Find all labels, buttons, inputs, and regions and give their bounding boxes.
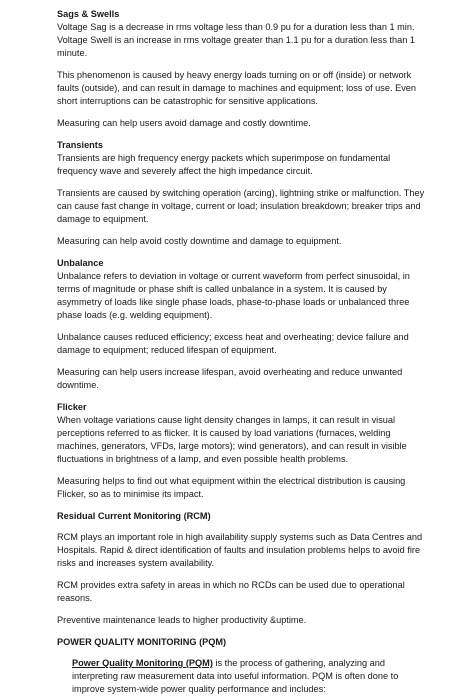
paragraph: RCM plays an important role in high availability supply systems such as Data Centres and Hospitals. Rapid & direct identification of faults and insulation problems helps to avoid fire risks and increases system availability. [57,532,423,568]
pqm-paragraph [72,657,433,696]
paragraph: This phenomenon is caused by heavy energy loads turning on or off (inside) or network faults (outside), and can result in damage to machines and equipment; loss of use. Even short interruptions can be catastrophic for sensitive applications. [57,70,417,106]
paragraph: Unbalance causes reduced efficiency; excess heat and overheating; device failure and damage to equipment; reduced lifespan of equipment. [57,332,409,355]
paragraph: Transients are high frequency energy packets which superimpose on fundamental frequency wave and severely affect the high impedance circuit. [57,153,391,176]
paragraph: Unbalance refers to deviation in voltage or current waveform from perfect sinusoidal, in terms of magnitude or phase shift is called unbalance in a system. It is caused by asymmetry of loads like single phase loads, phase-to-phase loads or unbalanced three phase loads (e.g. welding equipment). [57,271,410,320]
paragraph: Voltage Sag is a decrease in rms voltage less than 0.9 pu for a duration less than 1 min. Voltage Swell is an increase in rms voltage greater than 1.1 pu for a duration less than 1 minute. [57,22,416,58]
heading-unbalance: Unbalance [57,258,104,268]
heading-rcm: Residual Current Monitoring (RCM) [57,511,211,521]
paragraph: Preventive maintenance leads to higher productivity &uptime. [57,615,307,625]
pqm-body: is the process of gathering, analyzing and interpreting raw measurement data into useful information. PQM is often done to improve system-wide power quality performance and includes: [72,658,399,694]
pqm-term: Power Quality Monitoring (PQM) [72,658,213,668]
paragraph: Measuring can help users increase lifespan, avoid overheating and reduce unwanted downtime. [57,367,403,390]
document-page [57,8,433,696]
heading-flicker: Flicker [57,402,87,412]
paragraph: Measuring can help users avoid damage and costly downtime. [57,118,311,128]
heading-pqm: POWER QUALITY MONITORING (PQM) [57,637,227,647]
paragraph: RCM provides extra safety in areas in which no RCDs can be used due to operational reasons. [57,580,405,603]
paragraph: When voltage variations cause light density changes in lamps, it can result in visual perceptions referred to as flicker. It is caused by load variations (furnaces, welding machines, generators, VFDs, large motors); wind generators), and can result in visible fluctuations in brightness of a lamp, and even possible health problems. [57,415,407,464]
heading-transients: Transients [57,140,103,150]
paragraph: Measuring can help avoid costly downtime and damage to equipment. [57,236,342,246]
paragraph: Measuring helps to find out what equipment within the electrical distribution is causing Flicker, so as to minimise its impact. [57,476,406,499]
heading-sags-swells: Sags & Swells [57,9,120,19]
paragraph: Transients are caused by switching operation (arcing), lightning strike or malfunction. They can cause fast change in voltage, current or load; insulation breakdown; breaker trips and damage to equipment. [57,188,425,224]
